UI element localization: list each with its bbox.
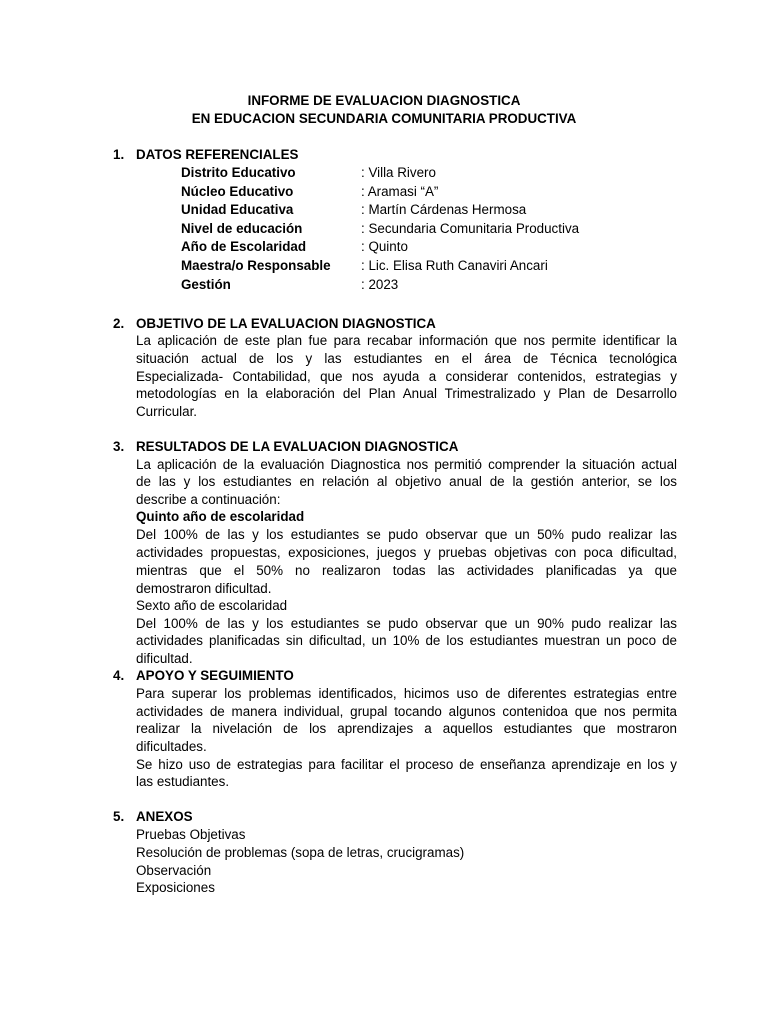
ref-value-anio: : Quinto [361, 239, 408, 254]
section-4-number: 4. [113, 668, 125, 683]
ref-label-maestro: Maestra/o Responsable [181, 258, 331, 273]
section-2-line: situación actual de los y las estudiantes en el área de Técnica tecnológica [136, 351, 677, 366]
section-4-line: Se hizo uso de estrategias para facilitar el proceso de enseñanza aprendizaje en los y [136, 757, 677, 772]
ref-label-gestion: Gestión [181, 277, 231, 292]
section-2-line: La aplicación de este plan fue para recabar información que nos permite identificar la [136, 333, 677, 348]
ref-value-gestion: : 2023 [361, 277, 399, 292]
document-title-line-2: EN EDUCACION SECUNDARIA COMUNITARIA PRODUCTIVA [191, 111, 577, 126]
section-3-number: 3. [113, 439, 125, 454]
section-1-title: DATOS REFERENCIALES [136, 147, 299, 162]
ref-value-maestro: : Lic. Elisa Ruth Canaviri Ancari [361, 258, 548, 273]
section-3-title: RESULTADOS DE LA EVALUACION DIAGNOSTICA [136, 439, 459, 454]
anexo-item: Resolución de problemas (sopa de letras, crucigramas) [136, 845, 465, 860]
section-3-intro-line: de las y los estudiantes en relación al objetivo anual de la gestión anterior, se los [136, 474, 677, 489]
section-5-number: 5. [113, 809, 125, 824]
ref-label-unidad: Unidad Educativa [181, 202, 294, 217]
ref-value-distrito: : Villa Rivero [361, 165, 436, 180]
quinto-subtitle: Quinto año de escolaridad [136, 509, 305, 524]
ref-label-distrito: Distrito Educativo [181, 165, 296, 180]
section-3-intro-line: describe a continuación: [136, 492, 281, 507]
quinto-line: mientras que el 50% no realizaron todas las actividades planificadas ya que [136, 563, 677, 578]
quinto-line: demostraron dificultad. [136, 581, 272, 596]
ref-label-nivel: Nivel de educación [181, 221, 303, 236]
section-4-line: Para superar los problemas identificados, hicimos uso de diferentes estrategias entre [136, 686, 677, 701]
sexto-line: actividades planificadas sin dificultad, un 10% de los estudiantes muestran un poco de [136, 633, 677, 648]
ref-label-nucleo: Núcleo Educativo [181, 184, 294, 199]
section-1-number: 1. [113, 147, 125, 162]
section-3-intro-line: La aplicación de la evaluación Diagnostica nos permitió comprender la situación actual [136, 457, 677, 472]
section-4-line: actividades de manera individual, grupal tocando algunos contenidoa que nos permita [136, 704, 677, 719]
section-4-line: las estudiantes. [136, 774, 230, 789]
sexto-subtitle: Sexto año de escolaridad [136, 598, 288, 613]
ref-label-anio: Año de Escolaridad [181, 239, 307, 254]
anexo-item: Exposiciones [136, 880, 215, 895]
section-2-title: OBJETIVO DE LA EVALUACION DIAGNOSTICA [136, 316, 436, 331]
section-5-title: ANEXOS [136, 809, 193, 824]
section-4-title: APOYO Y SEGUIMIENTO [136, 668, 294, 683]
document-title-line-1: INFORME DE EVALUACION DIAGNOSTICA [247, 93, 521, 108]
anexo-item: Observación [136, 863, 212, 878]
ref-value-nucleo: : Aramasi “A” [361, 184, 439, 199]
section-4-line: dificultades. [136, 739, 207, 754]
ref-value-unidad: : Martín Cárdenas Hermosa [361, 202, 527, 217]
sexto-line: dificultad. [136, 651, 193, 666]
anexo-item: Pruebas Objetivas [136, 827, 246, 842]
section-2-line: Curricular. [136, 404, 198, 419]
section-2-number: 2. [113, 316, 125, 331]
sexto-line: Del 100% de las y los estudiantes se pudo observar que un 90% pudo realizar las [136, 616, 677, 631]
section-2-line: metodologías en la elaboración del Plan Anual Trimestralizado y Plan de Desarrollo [136, 386, 677, 401]
section-4-line: realizar la nivelación de los aprendizajes a aquellos estudiantes que mostraron [136, 721, 677, 736]
quinto-line: Del 100% de las y los estudiantes se pudo observar que un 50% pudo realizar las [136, 527, 677, 542]
section-2-line: Especializada- Contabilidad, que nos ayuda a considerar contenidos, estrategias y [136, 369, 677, 384]
quinto-line: actividades propuestas, exposiciones, juegos y pruebas objetivas con poca dificultad, [136, 545, 677, 560]
ref-value-nivel: : Secundaria Comunitaria Productiva [361, 221, 580, 236]
